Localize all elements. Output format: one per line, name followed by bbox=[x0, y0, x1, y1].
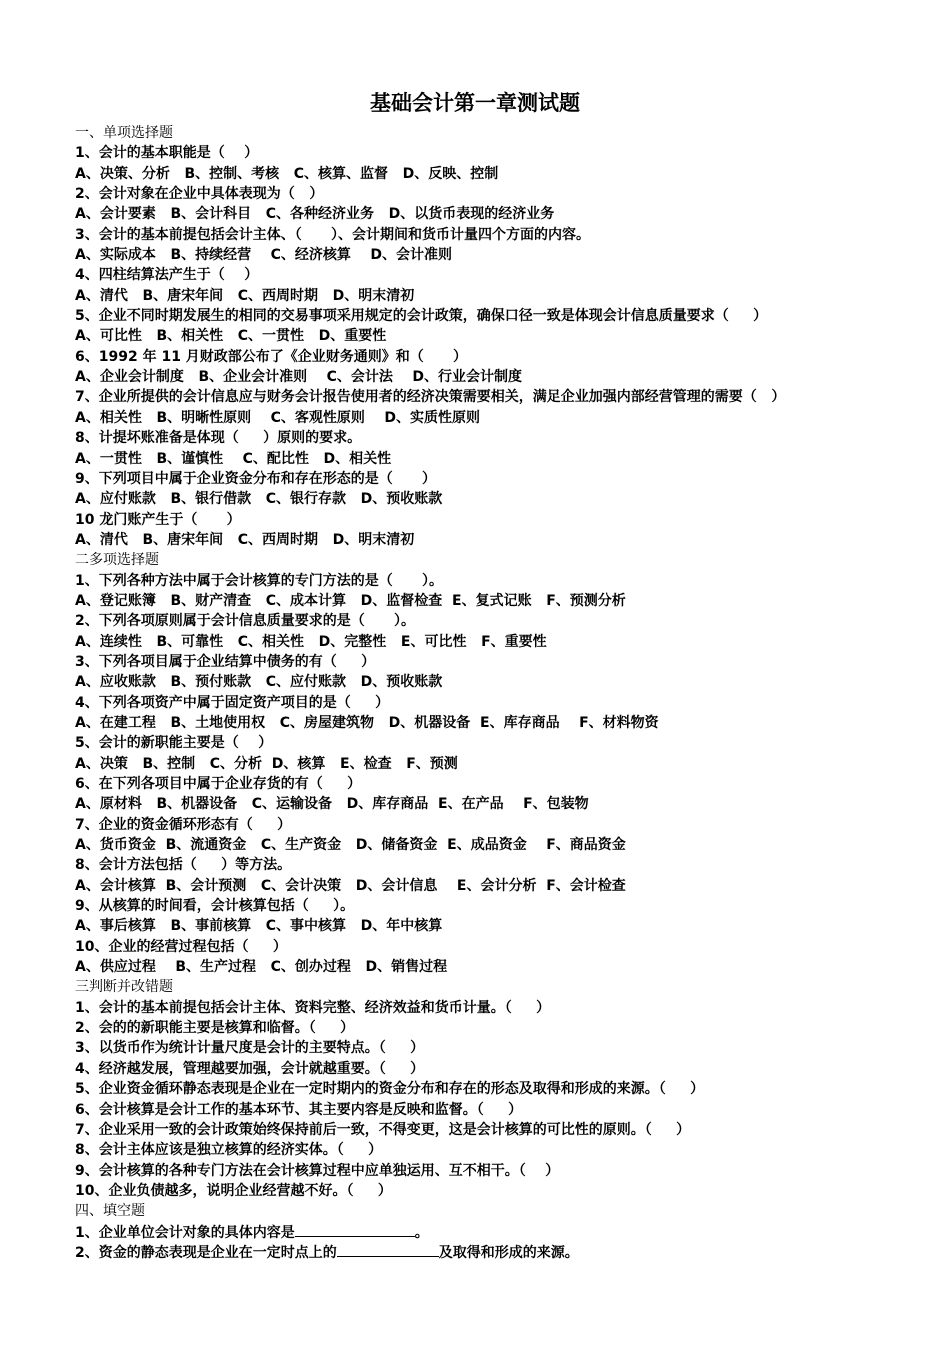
question-line: 5、会计的新职能主要是（ ） bbox=[75, 735, 273, 752]
question-line: 7、企业的资金循环形态有（ ） bbox=[75, 816, 292, 833]
question-line: A、相关性 B、明晰性原则 C、客观性原则 D、实质性原则 bbox=[75, 409, 481, 426]
question-line: A、决策、分析 B、控制、考核 C、核算、监督 D、反映、控制 bbox=[75, 165, 499, 182]
question-line: 3、以货币作为统计计量尺度是会计的主要特点。（ ） bbox=[75, 1040, 425, 1057]
question-line: 10、企业负债越多，说明企业经营越不好。（ ） bbox=[75, 1182, 392, 1199]
section-heading: 一、单项选择题 bbox=[75, 125, 173, 141]
fill-question-1-text: 1、企业单位会计对象的具体内容是 bbox=[75, 1224, 295, 1241]
question-line: 8、会计方法包括（ ）等方法。 bbox=[75, 857, 292, 874]
question-line: A、决策 B、控制 C、分析 D、核算 E、检查 F、预测 bbox=[75, 755, 458, 772]
question-line: 6、在下列各项目中属于企业存货的有（ ） bbox=[75, 776, 362, 792]
question-line: 9、从核算的时间看，会计核算包括（ ）。 bbox=[75, 898, 355, 915]
page-title: 基础会计第一章测试题 bbox=[370, 90, 580, 115]
question-line: 2、下列各项原则属于会计信息质量要求的是（ ）。 bbox=[75, 613, 415, 630]
question-line: 8、会计主体应该是独立核算的经济实体。（ ） bbox=[75, 1142, 383, 1159]
question-line: A、清代 B、唐宋年间 C、西周时期 D、明末清初 bbox=[75, 287, 415, 304]
question-line: 7、企业采用一致的会计政策始终保持前后一致，不得变更，这是会计核算的可比性的原则。（ ） bbox=[75, 1121, 691, 1138]
question-line: 7、企业所提供的会计信息应与财务会计报告使用者的经济决策需要相关，满足企业加强内部经营管理的需要（ ） bbox=[75, 389, 786, 406]
question-line: 6、1992 年 11 月财政部公布了《企业财务通则》和（ ） bbox=[75, 348, 468, 365]
question-line: A、实际成本 B、持续经营 C、经济核算 D、会计准则 bbox=[75, 247, 453, 264]
question-line: 4、下列各项资产中属于固定资产项目的是（ ） bbox=[75, 694, 390, 711]
question-line: 5、企业不同时期发展生的相同的交易事项采用规定的会计政策，确保口径一致是体现会计信息质量要求（ ） bbox=[75, 308, 768, 325]
question-line: 9、会计核算的各种专门方法在会计核算过程中应单独运用、互不相干。（ ） bbox=[75, 1162, 560, 1179]
question-line: 8、计提坏账准备是体现（ ）原则的要求。 bbox=[75, 430, 362, 447]
question-body bbox=[75, 123, 935, 1262]
question-line: A、原材料 B、机器设备 C、运输设备 D、库存商品 E、在产品 F、包装物 bbox=[75, 796, 589, 813]
fill-question-1-end: 。 bbox=[414, 1224, 429, 1241]
question-line: A、应付账款 B、银行借款 C、银行存款 D、预收账款 bbox=[75, 491, 443, 508]
question-line: A、应收账款 B、预付账款 C、应付账款 D、预收账款 bbox=[75, 674, 443, 691]
question-line: 3、会计的基本前提包括会计主体、（ ）、会计期间和货币计量四个方面的内容。 bbox=[75, 226, 590, 243]
section-heading: 四、填空题 bbox=[75, 1203, 145, 1220]
question-line: 4、四柱结算法产生于（ ） bbox=[75, 267, 259, 284]
question-line: A、连续性 B、可靠性 C、相关性 D、完整性 E、可比性 F、重要性 bbox=[75, 633, 547, 650]
question-line: A、可比性 B、相关性 C、一贯性 D、重要性 bbox=[75, 328, 387, 345]
question-line: A、供应过程 B、生产过程 C、创办过程 D、销售过程 bbox=[75, 959, 448, 976]
question-line: 1、下列各种方法中属于会计核算的专门方法的是（ ）。 bbox=[75, 572, 443, 589]
question-line: 3、下列各项目属于企业结算中债务的有（ ） bbox=[75, 653, 376, 670]
question-line: 5、企业资金循环静态表现是企业在一定时期内的资金分布和存在的形态及取得和形成的来源。（ ） bbox=[75, 1081, 705, 1098]
fill-question-2-text: 2、资金的静态表现是企业在一定时点上的 bbox=[75, 1244, 337, 1261]
question-lines bbox=[75, 123, 935, 1222]
question-line: 1、会计的基本前提包括会计主体、资料完整、经济效益和货币计量。（ ） bbox=[75, 999, 551, 1016]
fill-question-1 bbox=[75, 1222, 935, 1242]
fill-question-2-end: 及取得和形成的来源。 bbox=[438, 1244, 579, 1261]
question-line: 2、会计对象在企业中具体表现为（ ） bbox=[75, 186, 324, 203]
fill-blank-1[interactable] bbox=[295, 1222, 415, 1237]
question-line: A、事后核算 B、事前核算 C、事中核算 D、年中核算 bbox=[75, 918, 443, 935]
question-line: 10、企业的经营过程包括（ ） bbox=[75, 938, 287, 955]
question-line: A、会计核算 B、会计预测 C、会计决策 D、会计信息 E、会计分析 F、会计检查 bbox=[75, 877, 626, 894]
question-line: A、在建工程 B、土地使用权 C、房屋建筑物 D、机器设备 E、库存商品 F、材料物资 bbox=[75, 714, 659, 731]
question-line: A、清代 B、唐宋年间 C、西周时期 D、明末清初 bbox=[75, 531, 415, 548]
question-line: 2、会的的新职能主要是核算和临督。（ ） bbox=[75, 1020, 355, 1037]
section-heading: 二多项选择题 bbox=[75, 552, 159, 569]
question-line: 9、下列项目中属于企业资金分布和存在形态的是（ ） bbox=[75, 470, 436, 487]
question-line: 1、会计的基本职能是（ ） bbox=[75, 145, 259, 162]
question-line: A、货币资金 B、流通资金 C、生产资金 D、储备资金 E、成品资金 F、商品资金 bbox=[75, 837, 626, 854]
section-heading: 三判断并改错题 bbox=[75, 979, 173, 996]
question-line: 4、经济越发展，管理越要加强，会计就越重要。（ ） bbox=[75, 1060, 425, 1077]
question-line: A、登记账簿 B、财产清查 C、成本计算 D、监督检查 E、复式记账 F、预测分析 bbox=[75, 592, 626, 609]
question-line: 10 龙门账产生于（ ） bbox=[75, 511, 241, 528]
question-line: A、会计要素 B、会计科目 C、各种经济业务 D、以货币表现的经济业务 bbox=[75, 206, 555, 223]
question-line: 6、会计核算是会计工作的基本环节、其主要内容是反映和监督。（ ） bbox=[75, 1101, 523, 1118]
fill-question-2 bbox=[75, 1242, 935, 1262]
fill-blank-2[interactable] bbox=[337, 1242, 439, 1257]
question-line: A、企业会计制度 B、企业会计准则 C、会计法 D、行业会计制度 bbox=[75, 369, 523, 386]
question-line: A、一贯性 B、谨慎性 C、配比性 D、相关性 bbox=[75, 450, 392, 467]
